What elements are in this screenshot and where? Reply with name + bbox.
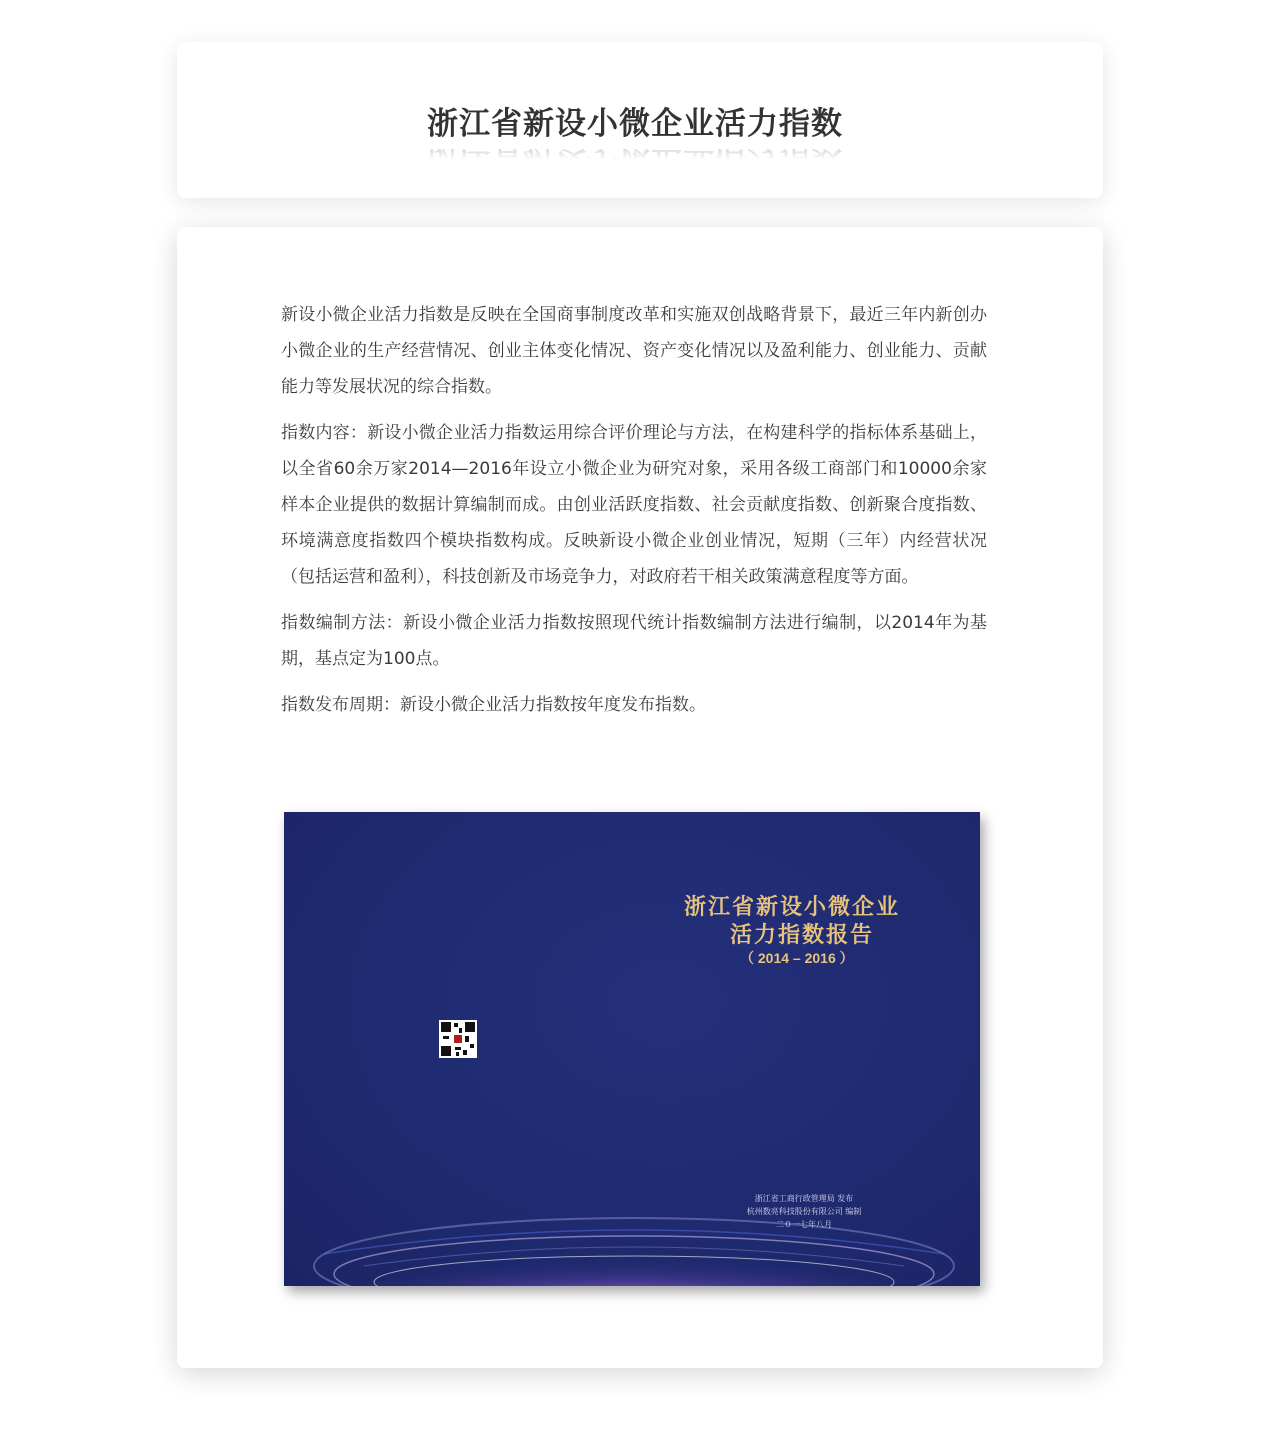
index-content-paragraph: 指数内容：新设小微企业活力指数运用综合评价理论与方法，在构建科学的指标体系基础上，以全省60余万家2014—2016年设立小微企业为研究对象，采用各级工商部门和10000余家样本企业提供的数据计算编制而成。由创业活跃度指数、社会贡献度指数、创新聚合度指数、环境满意度指数四个模块指数构成。反映新设小微企业创业情况，短期（三年）内经营状况（包括运营和盈利），科技创新及市场竞争力，对政府若干相关政策满意程度等方面。 xyxy=(281,423,987,587)
cover-publisher: 浙江省工商行政管理局 发布 xyxy=(754,1194,854,1203)
cover-title-line1: 浙江省新设小微企业 xyxy=(684,895,901,920)
qr-logo-icon xyxy=(454,1035,462,1043)
cover-date: 二０一七年八月 xyxy=(776,1220,832,1229)
cover-title-line2: 活力指数报告 xyxy=(730,923,875,948)
intro-paragraph: 新设小微企业活力指数是反映在全国商事制度改革和实施双创战略背景下，最近三年内新创办小微企业的生产经营情况、创业主体变化情况、资产变化情况以及盈利能力、创业能力、贡献能力等发展状况的综合指数。 xyxy=(281,305,987,397)
qr-code-icon xyxy=(439,1020,477,1058)
description-text xyxy=(281,297,987,733)
content-card xyxy=(177,227,1103,1368)
report-cover-image xyxy=(284,812,980,1286)
cover-editor: 杭州数亮科技股份有限公司 编制 xyxy=(746,1207,862,1216)
cover-years: （ 2014 – 2016 ） xyxy=(740,950,854,966)
cover-glow-decoration xyxy=(284,1146,980,1286)
index-period-paragraph: 指数发布周期：新设小微企业活力指数按年度发布指数。 xyxy=(281,695,706,715)
page-title: 浙江省新设小微企业活力指数 xyxy=(427,106,843,142)
index-method-paragraph: 指数编制方法：新设小微企业活力指数按照现代统计指数编制方法进行编制，以2014年为基期，基点定为100点。 xyxy=(281,613,987,669)
